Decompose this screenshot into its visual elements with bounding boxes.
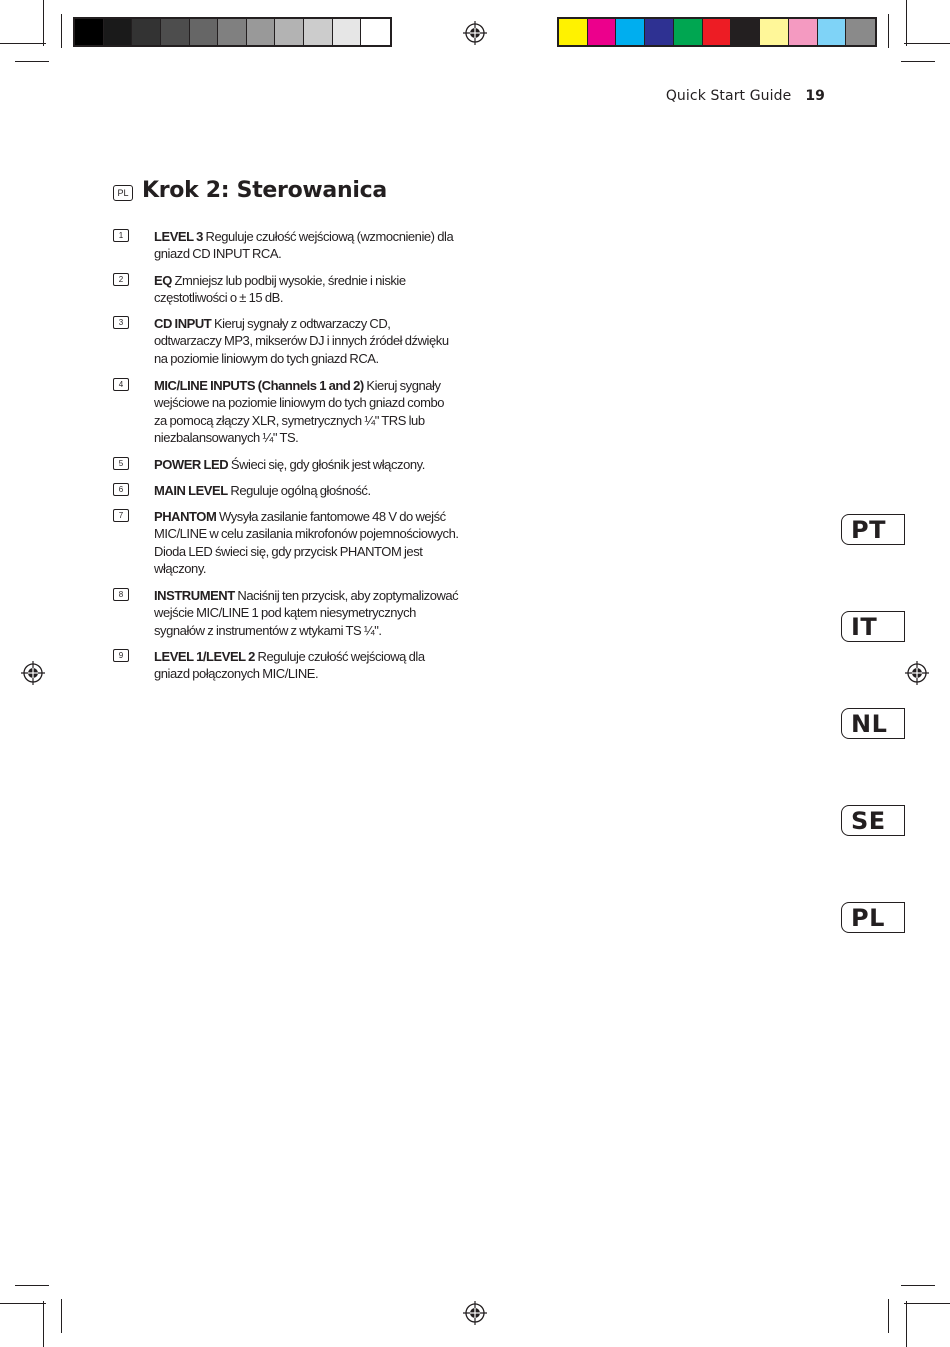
color-swatch (818, 19, 847, 45)
crop-mark (61, 1299, 62, 1333)
item-text (154, 648, 459, 683)
section-title: Krok 2: Sterowanica (142, 178, 387, 203)
crop-mark (904, 1303, 950, 1304)
item-description: Kieruj sygnały z odtwarzaczy CD, odtwarzaczy MP3, mikserów DJ i innych źródeł dźwięku na poziomie liniowym do tych gniazd RCA. (154, 316, 449, 366)
gray-swatch (104, 19, 133, 45)
crop-mark (15, 61, 49, 62)
crop-mark (888, 1299, 889, 1333)
item-description: Naciśnij ten przycisk, aby zoptymalizować wejście MIC/LINE 1 pod kątem niesymetrycznych sygnałów z instrumentów z wtykami TS ¼". (154, 588, 459, 638)
crop-mark (904, 43, 950, 44)
item-description: Reguluje czułość wejściową (wzmocnienie) dla gniazd CD INPUT RCA. (154, 229, 454, 262)
crop-mark (906, 1301, 907, 1347)
item-number-badge: 7 (113, 509, 129, 522)
color-swatch (789, 19, 818, 45)
color-swatch (674, 19, 703, 45)
item-term: PHANTOM (154, 509, 217, 524)
item-term: POWER LED (154, 457, 229, 472)
gray-swatch (247, 19, 276, 45)
item-number-badge: 6 (113, 483, 129, 496)
gray-swatch (75, 19, 104, 45)
item-term: CD INPUT (154, 316, 212, 331)
gray-swatch (304, 19, 333, 45)
item-text (154, 587, 459, 639)
item-text (154, 272, 459, 307)
language-tab-pt[interactable] (841, 514, 905, 545)
item-description: Wysyła zasilanie fantomowe 48 V do wejść MIC/LINE w celu zasilania mikrofonów pojemnościowych. Dioda LED świeci się, gdy przycisk PHANTOM jest włączony. (154, 509, 459, 577)
language-tab-it[interactable] (841, 611, 905, 642)
crop-mark (901, 61, 935, 62)
crop-mark (901, 1285, 935, 1286)
item-term: MIC/LINE INPUTS (Channels 1 and 2) (154, 378, 364, 393)
gray-swatch (161, 19, 190, 45)
language-tab-label: PT (851, 516, 886, 544)
color-swatch (559, 19, 588, 45)
item-description: Zmniejsz lub podbij wysokie, średnie i niskie częstotliwości o ± 15 dB. (154, 273, 406, 306)
language-tab-label: SE (851, 807, 886, 835)
item-text (154, 228, 459, 263)
color-swatch (588, 19, 617, 45)
item-text (154, 315, 459, 367)
registration-mark-icon (905, 661, 929, 685)
item-number-badge: 4 (113, 378, 129, 391)
item-term: INSTRUMENT (154, 588, 235, 603)
crop-mark (888, 14, 889, 48)
section-language-badge: PL (113, 185, 133, 201)
item-term: LEVEL 1/LEVEL 2 (154, 649, 255, 664)
item-number-badge: 9 (113, 649, 129, 662)
item-number-badge: 1 (113, 229, 129, 242)
crop-mark (15, 1285, 49, 1286)
language-tab-label: PL (851, 904, 885, 932)
running-header (666, 88, 825, 104)
item-description: Reguluje ogólną głośność. (227, 483, 371, 498)
color-swatch (760, 19, 789, 45)
language-tab-nl[interactable] (841, 708, 905, 739)
color-swatch (645, 19, 674, 45)
item-number-badge: 3 (113, 316, 129, 329)
item-term: EQ (154, 273, 172, 288)
item-description: Świeci się, gdy głośnik jest włączony. (228, 457, 425, 472)
gray-swatch (275, 19, 304, 45)
color-swatch (703, 19, 732, 45)
item-description: Kieruj sygnały wejściowe na poziomie liniowym do tych gniazd combo za pomocą złączy XLR, symetrycznych ¼" TRS lub niezbalansowanych ¼" TS. (154, 378, 445, 446)
language-tab-label: IT (851, 613, 878, 641)
gray-swatch (333, 19, 362, 45)
crop-mark (61, 14, 62, 48)
guide-title: Quick Start Guide (665, 88, 792, 104)
crop-mark (43, 0, 44, 46)
item-text (154, 456, 459, 473)
color-calibration-strip (557, 17, 877, 47)
grayscale-calibration-strip (73, 17, 392, 47)
item-number-badge: 2 (113, 273, 129, 286)
color-swatch (731, 19, 760, 45)
item-text (154, 508, 459, 578)
crop-mark (0, 43, 46, 44)
color-swatch (616, 19, 645, 45)
language-tab-label: NL (851, 710, 888, 738)
item-description: Reguluje czułość wejściową dla gniazd połączonych MIC/LINE. (154, 649, 425, 682)
item-text (154, 377, 459, 447)
item-number-badge: 5 (113, 457, 129, 470)
item-term: LEVEL 3 (154, 229, 203, 244)
gray-swatch (132, 19, 161, 45)
registration-mark-icon (463, 21, 487, 45)
color-swatch (846, 19, 875, 45)
crop-mark (906, 0, 907, 46)
language-tab-se[interactable] (841, 805, 905, 836)
crop-mark (0, 1303, 46, 1304)
page-number: 19 (805, 88, 825, 104)
language-tab-pl[interactable] (841, 902, 905, 933)
crop-mark (43, 1301, 44, 1347)
item-number-badge: 8 (113, 588, 129, 601)
item-term: MAIN LEVEL (154, 483, 228, 498)
item-text (154, 482, 459, 499)
gray-swatch (190, 19, 219, 45)
gray-swatch (218, 19, 247, 45)
gray-swatch (361, 19, 390, 45)
registration-mark-icon (463, 1301, 487, 1325)
registration-mark-icon (21, 661, 45, 685)
